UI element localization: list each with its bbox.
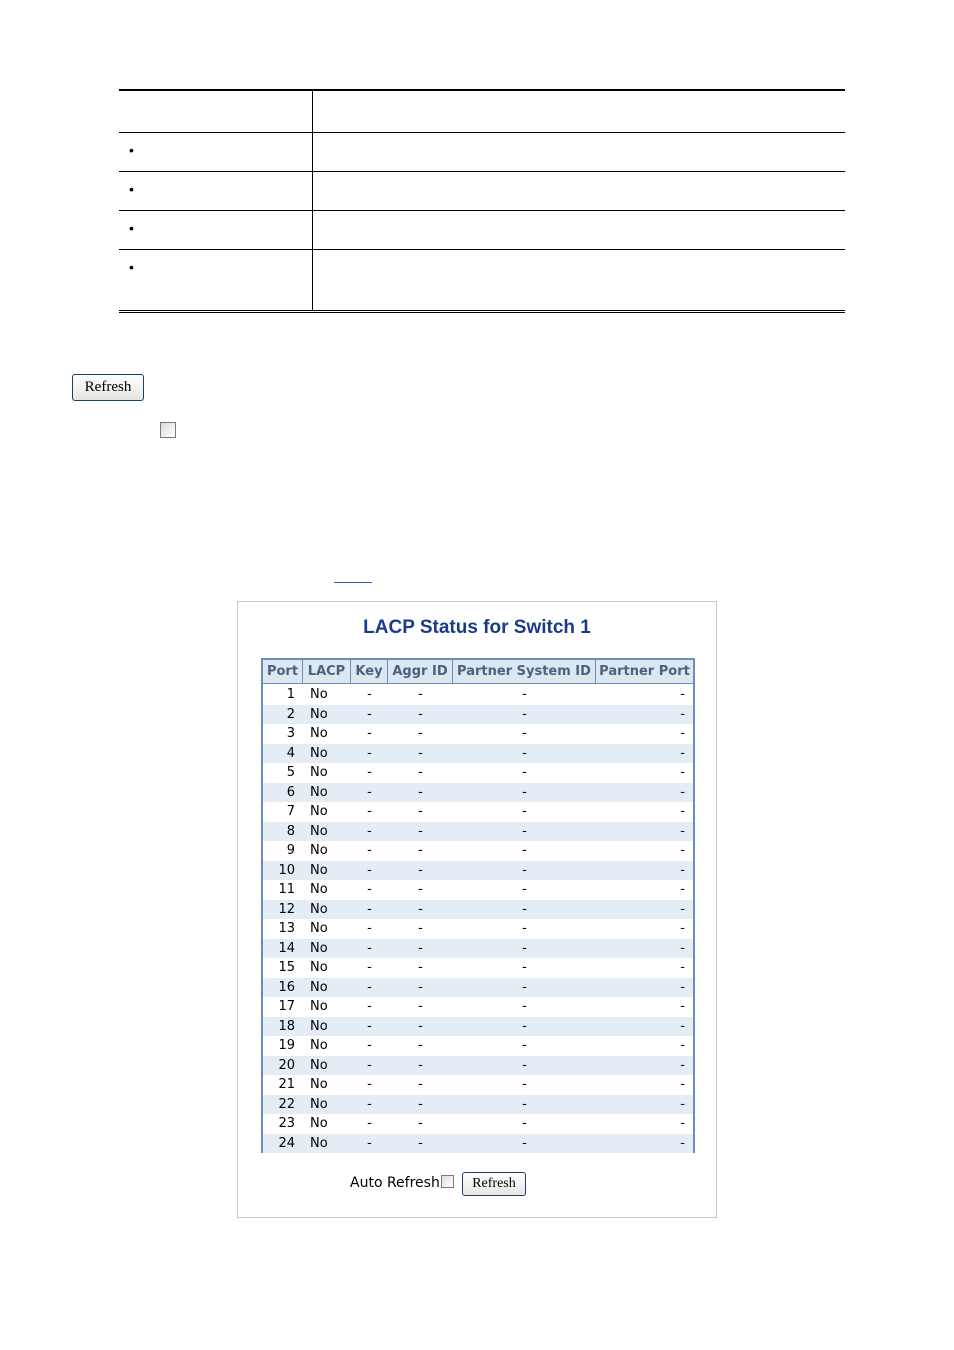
auto-refresh-checkbox[interactable] [441, 1175, 454, 1188]
table-cell: - [418, 1018, 423, 1034]
col-port: Port [263, 660, 303, 684]
table-cell: - [418, 843, 423, 858]
table-row [263, 1095, 693, 1115]
link-underline[interactable] [334, 582, 372, 583]
table-cell: - [367, 726, 372, 741]
table-cell: - [680, 862, 685, 878]
table-cell: - [418, 940, 423, 956]
table-row [263, 919, 693, 939]
table-cell: - [367, 999, 372, 1014]
table-cell: 2 [286, 706, 295, 722]
table-cell: 15 [278, 960, 295, 975]
table-cell: No [310, 765, 328, 780]
table-cell: - [367, 745, 372, 761]
col-key: Key [351, 660, 388, 684]
table-cell: - [418, 706, 423, 722]
table-cell: 16 [278, 979, 295, 995]
table-row [263, 1114, 693, 1134]
col-lacp: LACP [303, 660, 351, 684]
table-cell: - [418, 823, 423, 839]
table-row [263, 861, 693, 881]
table-cell: 21 [278, 1077, 295, 1092]
table-row [263, 1056, 693, 1076]
table-cell: No [310, 999, 328, 1014]
table-cell: - [367, 1135, 372, 1151]
table-row [263, 822, 693, 842]
table-cell: - [367, 804, 372, 819]
table-cell: - [680, 1077, 685, 1092]
table-cell: - [418, 960, 423, 975]
table-cell: 6 [286, 784, 295, 800]
table-cell: - [367, 706, 372, 722]
table-cell: - [418, 687, 423, 702]
table-cell: - [522, 1116, 527, 1131]
table-cell: - [680, 706, 685, 722]
table-cell: - [418, 979, 423, 995]
table-cell: - [680, 687, 685, 702]
table-cell: 11 [278, 882, 295, 897]
table-cell: - [367, 1096, 372, 1112]
table-cell: - [367, 1116, 372, 1131]
table-cell: No [310, 921, 328, 936]
table-cell: - [367, 687, 372, 702]
table-cell: - [522, 823, 527, 839]
table-cell: 23 [278, 1116, 295, 1131]
table-cell: 1 [286, 687, 295, 702]
table-cell: 19 [278, 1038, 295, 1053]
table-cell: - [680, 921, 685, 936]
table-row [263, 939, 693, 959]
table-row [263, 900, 693, 920]
auto-refresh-label: Auto Refresh [350, 1175, 440, 1191]
table-cell: - [522, 784, 527, 800]
table-cell: - [680, 1057, 685, 1073]
table-cell: No [310, 901, 328, 917]
table-cell: - [418, 726, 423, 741]
bullet: • [129, 220, 134, 236]
table-cell: - [418, 1116, 423, 1131]
table-cell: 8 [286, 823, 295, 839]
table-cell: - [522, 765, 527, 780]
table-header [263, 660, 693, 684]
table-cell: No [310, 862, 328, 878]
table-cell: - [367, 921, 372, 936]
table-cell: - [680, 843, 685, 858]
table-cell: No [310, 843, 328, 858]
table-cell: - [522, 745, 527, 761]
table-cell: - [680, 1096, 685, 1112]
table-cell: - [680, 901, 685, 917]
table-cell: - [418, 765, 423, 780]
description-table [119, 89, 845, 313]
lacp-status-table [261, 658, 695, 1153]
table-cell: No [310, 1038, 328, 1053]
table-cell: - [418, 999, 423, 1014]
table-cell: No [310, 979, 328, 995]
table-cell: - [522, 1135, 527, 1151]
refresh-button[interactable]: Refresh [462, 1172, 526, 1196]
table-cell: - [522, 804, 527, 819]
table-cell: - [522, 940, 527, 956]
table-cell: - [367, 882, 372, 897]
table-cell: - [367, 1077, 372, 1092]
table-cell: - [418, 1077, 423, 1092]
table-cell: - [680, 1116, 685, 1131]
table-cell: No [310, 1096, 328, 1112]
table-cell: No [310, 784, 328, 800]
table-cell: - [680, 823, 685, 839]
table-row [263, 744, 693, 764]
table-cell: No [310, 823, 328, 839]
table-cell: 12 [278, 901, 295, 917]
table-cell: No [310, 960, 328, 975]
bullet: • [129, 181, 134, 197]
table-cell: - [522, 1096, 527, 1112]
table-cell: No [310, 882, 328, 897]
table-cell: - [680, 999, 685, 1014]
table-cell: No [310, 940, 328, 956]
table-cell: 4 [286, 745, 295, 761]
table-cell: - [522, 1077, 527, 1092]
table-cell: - [680, 940, 685, 956]
desc-row [119, 250, 845, 310]
table-cell: - [522, 882, 527, 897]
col-partner-port: Partner Port [599, 664, 690, 679]
auto-refresh-checkbox[interactable] [160, 422, 176, 438]
table-row [263, 1075, 693, 1095]
table-cell: - [522, 706, 527, 722]
table-row [263, 841, 693, 861]
table-cell: - [418, 804, 423, 819]
table-row [263, 1017, 693, 1037]
desc-row [119, 133, 845, 172]
table-row [263, 763, 693, 783]
table-cell: - [522, 960, 527, 975]
table-row [263, 1036, 693, 1056]
col-aggr-id: Aggr ID [388, 660, 453, 684]
bullet: • [129, 142, 134, 158]
table-cell: No [310, 745, 328, 761]
table-cell: - [418, 784, 423, 800]
panel-title: LACP Status for Switch 1 [363, 617, 591, 638]
table-cell: - [680, 979, 685, 995]
table-cell: - [680, 1018, 685, 1034]
table-cell: - [418, 1096, 423, 1112]
table-cell: - [522, 862, 527, 878]
table-cell: - [418, 901, 423, 917]
table-cell: - [418, 1038, 423, 1053]
table-row [263, 685, 693, 705]
table-cell: - [680, 726, 685, 741]
table-row [263, 978, 693, 998]
table-cell: 7 [286, 804, 295, 819]
table-cell: - [680, 765, 685, 780]
table-cell: - [418, 1135, 423, 1151]
table-cell: No [310, 1077, 328, 1092]
desc-header-row [119, 91, 845, 133]
table-cell: - [367, 1038, 372, 1053]
bullet: • [129, 259, 134, 275]
table-row [263, 1134, 693, 1154]
table-row [263, 880, 693, 900]
table-cell: - [680, 784, 685, 800]
table-cell: - [680, 804, 685, 819]
table-row [263, 802, 693, 822]
table-cell: 9 [286, 843, 295, 858]
table-cell: - [367, 862, 372, 878]
table-cell: - [522, 687, 527, 702]
table-row [263, 783, 693, 803]
table-cell: - [680, 882, 685, 897]
table-cell: - [367, 940, 372, 956]
table-cell: 3 [286, 726, 295, 741]
table-cell: 20 [278, 1057, 295, 1073]
table-cell: No [310, 1057, 328, 1073]
table-cell: - [367, 784, 372, 800]
table-cell: - [522, 1038, 527, 1053]
table-cell: - [367, 843, 372, 858]
table-cell: No [310, 1116, 328, 1131]
table-cell: 5 [286, 765, 295, 780]
table-cell: - [418, 862, 423, 878]
table-cell: - [522, 901, 527, 917]
table-row [263, 724, 693, 744]
table-cell: - [367, 901, 372, 917]
table-cell: 14 [278, 940, 295, 956]
table-cell: 13 [278, 921, 295, 936]
table-cell: - [680, 960, 685, 975]
table-cell: - [522, 999, 527, 1014]
table-cell: 10 [278, 862, 295, 878]
table-cell: - [522, 1018, 527, 1034]
table-cell: 18 [278, 1018, 295, 1034]
table-cell: - [367, 979, 372, 995]
table-cell: - [367, 1018, 372, 1034]
table-cell: - [418, 921, 423, 936]
table-cell: - [367, 823, 372, 839]
table-cell: - [680, 1038, 685, 1053]
table-cell: 17 [278, 999, 295, 1014]
table-row [263, 997, 693, 1017]
table-cell: - [418, 882, 423, 897]
table-cell: No [310, 1018, 328, 1034]
table-cell: No [310, 687, 328, 702]
table-cell: - [367, 765, 372, 780]
table-cell: 22 [278, 1096, 295, 1112]
table-cell: - [418, 745, 423, 761]
table-cell: No [310, 726, 328, 741]
table-cell: - [522, 843, 527, 858]
desc-row [119, 172, 845, 211]
table-cell: - [522, 1057, 527, 1073]
table-cell: No [310, 1135, 328, 1151]
col-partner-system-id: Partner System ID [453, 660, 596, 684]
lacp-status-panel [237, 601, 717, 1218]
table-cell: - [680, 745, 685, 761]
desc-row [119, 211, 845, 250]
table-cell: - [522, 726, 527, 741]
table-cell: No [310, 706, 328, 722]
refresh-button[interactable]: Refresh [72, 374, 144, 401]
table-cell: 24 [278, 1135, 295, 1151]
table-cell: - [418, 1057, 423, 1073]
table-row [263, 958, 693, 978]
table-cell: No [310, 804, 328, 819]
table-cell: - [522, 979, 527, 995]
table-cell: - [680, 1135, 685, 1151]
table-row [263, 705, 693, 725]
table-cell: - [367, 960, 372, 975]
table-cell: - [522, 921, 527, 936]
table-cell: - [367, 1057, 372, 1073]
